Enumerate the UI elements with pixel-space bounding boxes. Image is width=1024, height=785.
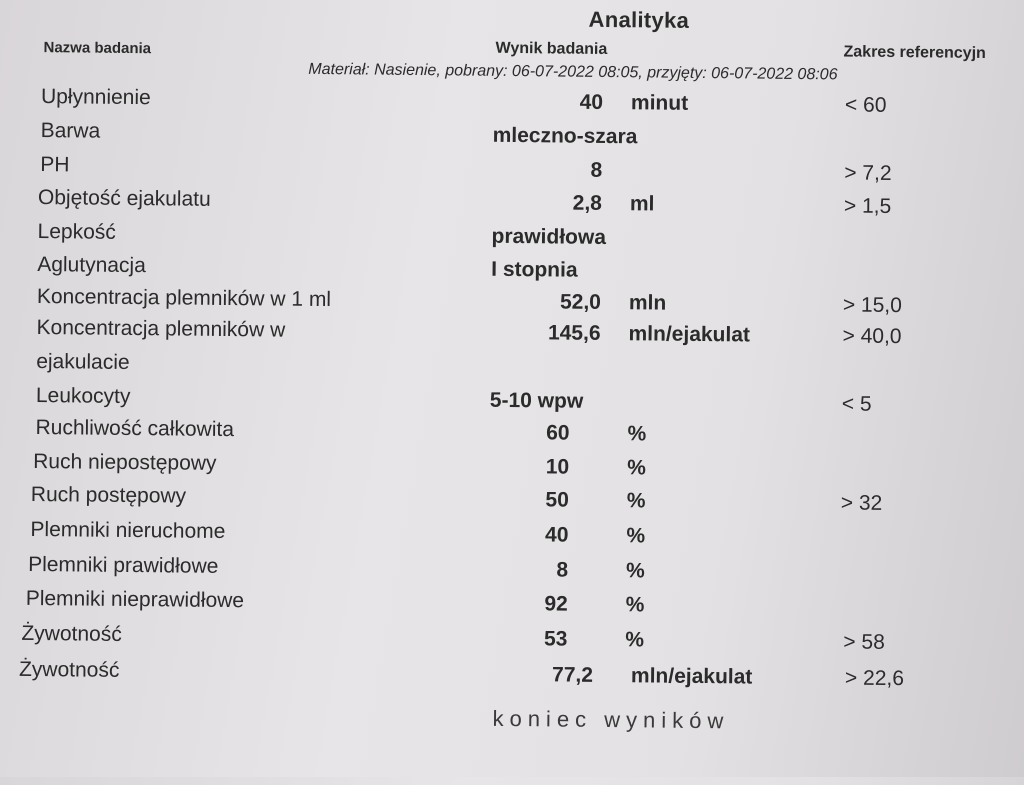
test-unit: ml [629,192,655,216]
test-reference: > 40,0 [842,324,902,349]
test-unit: mln/ejakulat [630,664,753,689]
test-name: Żywotność [18,657,120,682]
test-value: 40 [579,90,604,114]
test-value: 77,2 [552,663,594,687]
test-name: PH [40,153,70,177]
end-of-results: koniec wyników [492,705,730,734]
header-test-name: Nazwa badania [43,39,152,58]
test-unit: % [625,628,645,652]
test-unit: % [625,559,645,583]
test-unit: % [627,422,647,446]
test-unit: % [626,489,646,513]
test-reference: < 60 [844,93,887,117]
test-value: 40 [544,523,569,547]
report-title: Analityka [588,6,690,33]
table-row [0,658,1021,699]
table-row [0,518,1023,559]
table-row [0,587,1022,628]
test-unit: mln [628,291,667,315]
test-reference: > 15,0 [842,293,902,318]
test-value: 8 [590,158,603,182]
test-name: Plemniki prawidłowe [28,552,219,578]
test-name: Koncentracja plemników w 1 ml [36,285,332,312]
test-value: 92 [544,592,568,616]
test-value: 5-10 wpw [489,388,584,413]
test-reference: < 5 [841,392,872,416]
test-value: mleczno-szara [492,123,638,149]
test-value: 52,0 [559,290,602,314]
test-name: Ruchliwość całkowita [35,416,235,442]
test-unit: % [625,593,645,617]
test-unit: % [626,524,646,548]
test-unit: minut [630,91,689,115]
test-name: Ruch niepostępowy [33,449,217,475]
test-reference: > 7,2 [844,161,892,185]
test-name: ejakulacie [36,350,130,374]
test-name: Leukocyty [35,384,131,409]
test-unit: mln/ejakulat [628,322,751,347]
test-value: 10 [545,455,570,479]
table-row [0,622,1021,663]
test-value: I stopnia [491,257,578,282]
test-value: 145,6 [547,321,601,345]
test-reference: > 32 [840,491,883,515]
test-unit: % [627,456,646,480]
test-name: Ruch postępowy [30,482,187,508]
test-name: Plemniki nieprawidłowe [25,586,245,613]
test-name: Objętość ejakulatu [37,186,211,211]
test-name: Lepkość [37,220,116,244]
test-value: 8 [556,558,569,582]
test-reference: > 1,5 [843,194,892,218]
test-value: 60 [546,421,570,445]
test-value: 53 [543,627,568,651]
test-value: 50 [545,488,569,512]
test-name: Plemniki nieruchome [30,517,226,544]
test-reference: > 58 [843,630,885,654]
table-row [0,553,1022,594]
header-reference-range: Zakres referencyjn [843,43,986,62]
material-info: Materiał: Nasienie, pobrany: 06-07-2022 08:05, przyjęty: 06-07-2022 08:06 [308,60,838,84]
test-reference: > 22,6 [844,666,905,691]
header-result: Wynik badania [495,39,608,58]
test-name: Barwa [40,119,101,143]
test-value: 2,8 [572,191,603,215]
test-value: prawidłowa [491,224,607,249]
test-name: Aglutynacja [37,253,146,278]
test-name: Żywotność [21,621,122,646]
test-name: Koncentracja plemników w [36,316,286,342]
test-name: Upłynnienie [40,85,151,110]
